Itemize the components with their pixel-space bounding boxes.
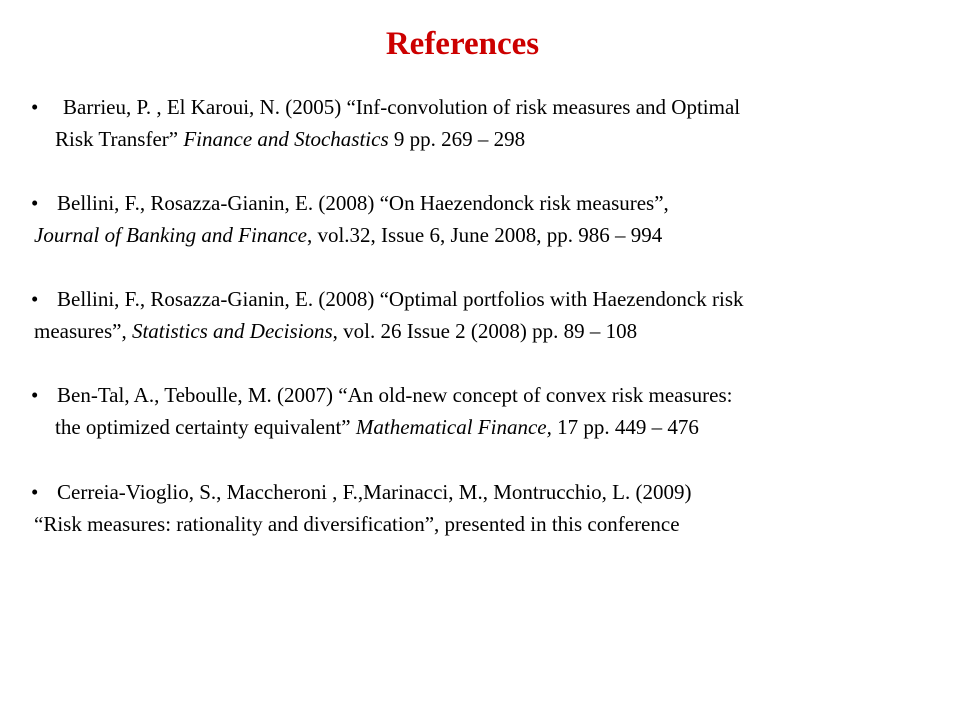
reference-line-1: Cerreia-Vioglio, S., Maccheroni , F.,Marinacci, M., Montrucchio, L. (2009) — [57, 480, 692, 504]
reference-text: measures”, — [34, 319, 132, 343]
slide-title: References — [385, 26, 540, 62]
bullet-icon: • — [31, 287, 39, 311]
reference-text: , vol.32, Issue 6, June 2008, pp. 986 – 994 — [306, 223, 663, 247]
reference-line-1: Barrieu, P. , El Karoui, N. (2005) “Inf-convolution of risk measures and Optimal — [63, 95, 741, 119]
reference-text: , vol. 26 Issue 2 (2008) pp. 89 – 108 — [332, 319, 638, 343]
reference-journal: Statistics and Decisions — [131, 319, 333, 343]
bullet-icon: • — [31, 383, 39, 407]
reference-journal: Mathematical Finance, — [355, 415, 552, 439]
reference-journal: Finance and Stochastics — [183, 127, 389, 151]
reference-journal: Journal of Banking and Finance — [34, 223, 307, 247]
reference-line-1: Ben-Tal, A., Teboulle, M. (2007) “An old-new concept of convex risk measures: — [57, 383, 733, 407]
reference-line-1: Bellini, F., Rosazza-Gianin, E. (2008) “Optimal portfolios with Haezendonck risk — [57, 287, 744, 311]
reference-line-2 — [55, 412, 699, 442]
bullet-icon: • — [31, 480, 39, 504]
reference-text: 17 pp. 449 – 476 — [551, 415, 699, 439]
reference-text: 9 pp. 269 – 298 — [388, 127, 526, 151]
bullet-icon: • — [31, 95, 39, 119]
reference-text: the optimized certainty equivalent” — [55, 415, 356, 439]
reference-line-2 — [55, 124, 525, 154]
bullet-icon: • — [31, 191, 39, 215]
reference-line-2: “Risk measures: rationality and diversification”, presented in this conference — [34, 512, 680, 536]
reference-text: Risk Transfer” — [55, 127, 184, 151]
reference-line-2 — [34, 316, 637, 346]
reference-line-2 — [34, 220, 662, 250]
reference-line-1: Bellini, F., Rosazza-Gianin, E. (2008) “On Haezendonck risk measures”, — [57, 191, 669, 215]
